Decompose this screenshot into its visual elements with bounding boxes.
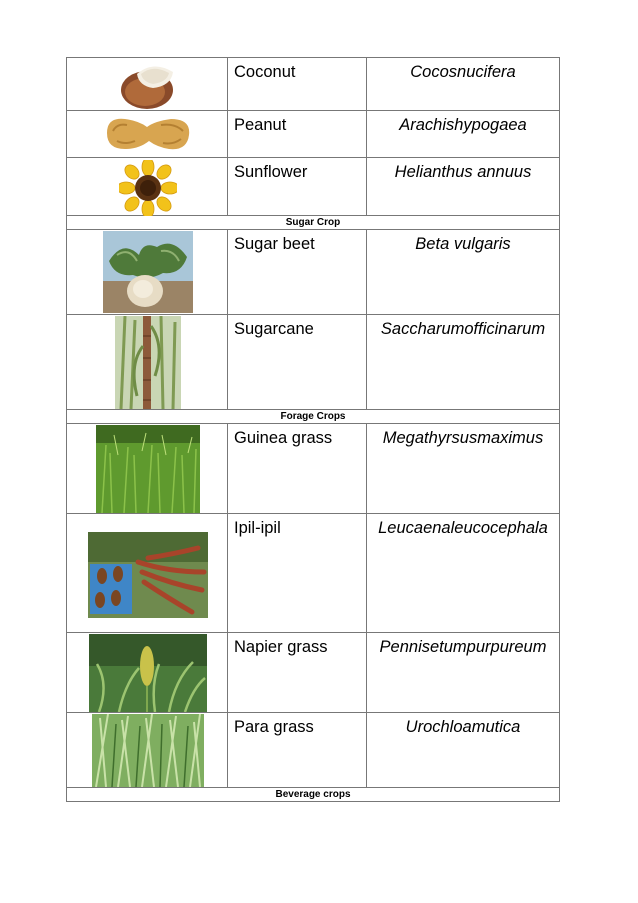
crop-name: Coconut [228, 58, 367, 111]
crop-name: Guinea grass [228, 424, 367, 514]
scientific-name: Megathyrsusmaximus [367, 424, 560, 514]
scientific-name: Helianthus annuus [367, 158, 560, 216]
table-row [67, 633, 560, 713]
scientific-name: Cocosnucifera [367, 58, 560, 111]
napier-grass-photo [67, 633, 228, 713]
scientific-name: Beta vulgaris [367, 230, 560, 315]
table-row [67, 315, 560, 410]
section-row [67, 410, 560, 424]
peanut-photo [67, 111, 228, 158]
crops-table [66, 57, 560, 802]
crop-name: Sugar beet [228, 230, 367, 315]
section-heading: Beverage crops [67, 788, 560, 802]
table-row [67, 713, 560, 788]
table-row [67, 424, 560, 514]
scientific-name: Arachishypogaea [367, 111, 560, 158]
scientific-name: Saccharumofficinarum [367, 315, 560, 410]
para-grass-photo [67, 713, 228, 788]
ipil-ipil-photo [67, 514, 228, 633]
table-row [67, 230, 560, 315]
table-row [67, 514, 560, 633]
crop-name: Ipil-ipil [228, 514, 367, 633]
crop-name: Peanut [228, 111, 367, 158]
crop-name: Sugarcane [228, 315, 367, 410]
table-row [67, 111, 560, 158]
coconut-photo [67, 58, 228, 111]
section-heading: Forage Crops [67, 410, 560, 424]
section-row [67, 788, 560, 802]
crop-name: Sunflower [228, 158, 367, 216]
section-heading: Sugar Crop [67, 216, 560, 230]
guinea-grass-photo [67, 424, 228, 514]
scientific-name: Pennisetumpurpureum [367, 633, 560, 713]
scientific-name: Leucaenaleucocephala [367, 514, 560, 633]
crop-name: Para grass [228, 713, 367, 788]
table-row [67, 58, 560, 111]
sugarcane-photo [67, 315, 228, 410]
section-row [67, 216, 560, 230]
table-row [67, 158, 560, 216]
crop-name: Napier grass [228, 633, 367, 713]
sunflower-photo [67, 158, 228, 216]
scientific-name: Urochloamutica [367, 713, 560, 788]
sugar-beet-photo [67, 230, 228, 315]
